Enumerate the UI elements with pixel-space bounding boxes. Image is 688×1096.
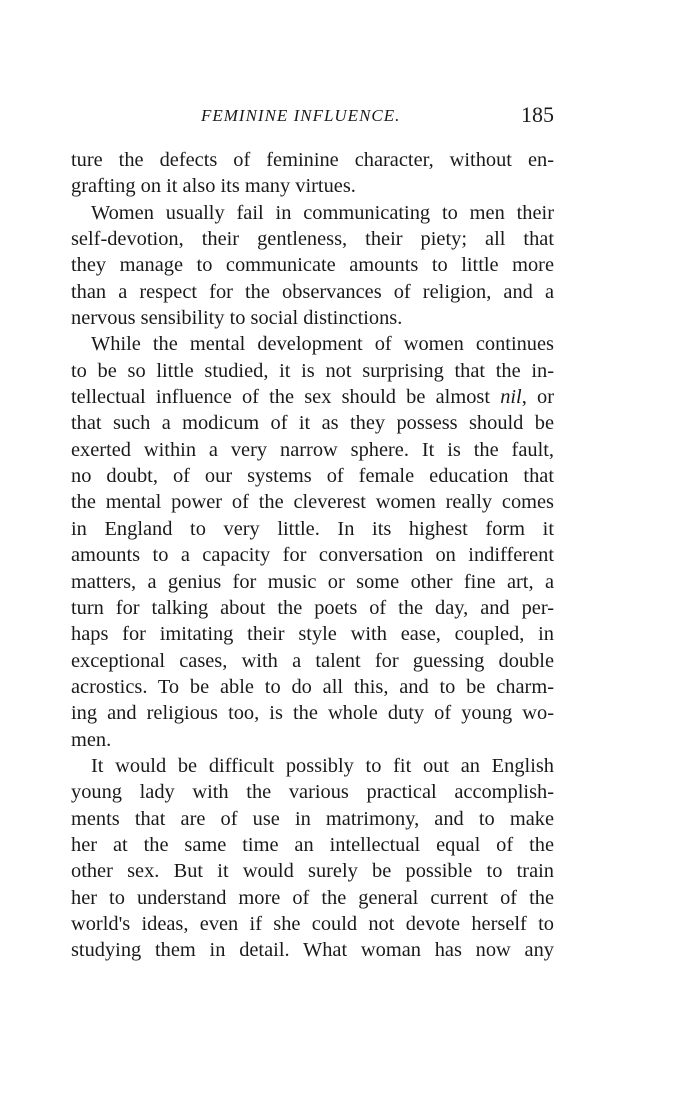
text-line: exerted within a very narrow sphere. It is the fault,: [71, 438, 554, 461]
text-line: her to understand more of the general current of the: [71, 886, 554, 909]
text-line: acrostics. To be able to do all this, and to be charm-: [71, 675, 554, 698]
text-line: men.: [71, 728, 112, 751]
text-line: than a respect for the observances of religion, and a: [71, 280, 554, 303]
text-line: ture the defects of feminine character, without en-: [71, 149, 554, 171]
text-line: [71, 384, 554, 410]
text-line: turn for talking about the poets of the day, and per-: [71, 596, 554, 619]
text-line: amounts to a capacity for conversation on indifferent: [71, 544, 554, 567]
text-line: nervous sensibility to social distinctions.: [71, 307, 403, 330]
body-text: [71, 147, 554, 964]
text-line: matters, a genius for music or some other fine art, a: [71, 570, 554, 593]
text-line: ments that are of use in matrimony, and to make: [71, 807, 554, 830]
text-line: other sex. But it would surely be possible to train: [71, 860, 554, 883]
text-line: self-devotion, their gentleness, their piety; all that: [71, 228, 554, 251]
text-line: her at the same time an intellectual equal of the: [71, 833, 554, 856]
text-line: While the mental development of women continues: [91, 333, 554, 356]
text-line: young lady with the various practical accomplish-: [71, 781, 554, 804]
page-number: 185: [521, 102, 554, 127]
text-line: haps for imitating their style with ease, coupled, in: [71, 623, 554, 646]
text-segment: , or: [521, 386, 554, 409]
book-page: [71, 100, 554, 964]
text-line: the mental power of the cleverest women really comes: [71, 491, 554, 514]
text-line: to be so little studied, it is not surprising that the in-: [71, 359, 554, 382]
page-header: [71, 100, 554, 134]
italic-word: nil: [500, 386, 522, 409]
text-line: grafting on it also its many virtues.: [71, 175, 356, 198]
text-line: they manage to communicate amounts to little more: [71, 254, 554, 277]
running-title: FEMININE INFLUENCE.: [201, 106, 401, 125]
text-line: in England to very little. In its highest form it: [71, 517, 554, 540]
text-line: studying them in detail. What woman has now any: [71, 939, 554, 962]
text-line: It would be difficult possibly to fit out an English: [91, 754, 554, 777]
text-line: world's ideas, even if she could not devote herself to: [71, 912, 554, 935]
text-line: no doubt, of our systems of female education that: [71, 465, 554, 488]
text-segment: tellectual influence of the sex should be almost: [71, 386, 501, 409]
text-line: that such a modicum of it as they possess should be: [71, 412, 554, 435]
text-line: exceptional cases, with a talent for guessing double: [71, 649, 554, 672]
text-line: ing and religious too, is the whole duty of young wo-: [71, 702, 554, 725]
text-line: Women usually fail in communicating to men their: [91, 201, 554, 224]
